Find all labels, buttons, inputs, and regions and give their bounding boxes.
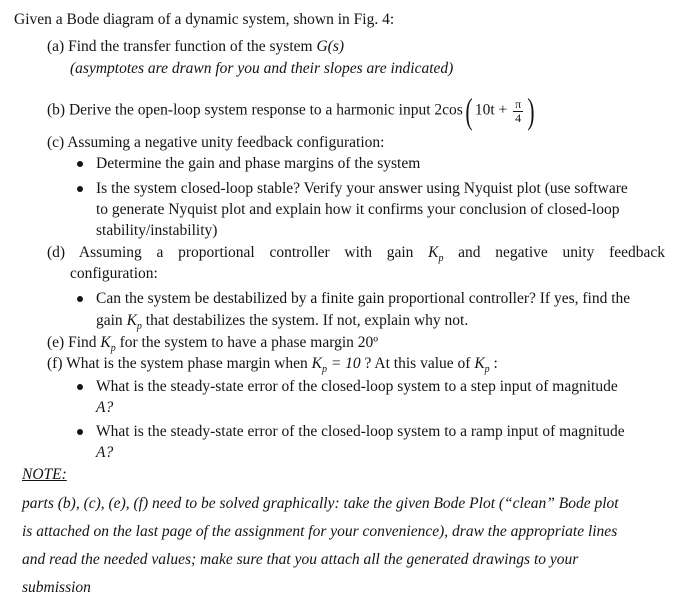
- pi-over-4: [513, 98, 523, 125]
- note-line-4: submission: [22, 579, 91, 596]
- kp-subscript: p: [484, 364, 490, 376]
- part-c-bullet-2-line-3: stability/instability): [96, 222, 218, 239]
- kp-symbol: [126, 312, 142, 333]
- note-title: NOTE:: [22, 466, 67, 483]
- part-d-pre: (d) Assuming a proportional controller with gain: [47, 244, 414, 261]
- right-paren: ): [527, 91, 535, 131]
- left-paren: (: [465, 91, 473, 131]
- kp-subscript: p: [136, 321, 142, 333]
- note-line-1: parts (b), (c), (e), (f) need to be solved graphically: take the given Bode Plot (“clean” Bode plot: [22, 495, 619, 512]
- part-d-bullet-rest: that destabilizes the system. If not, explain why not.: [145, 312, 469, 329]
- note-line-2: is attached on the last page of the assignment for your convenience), draw the appropriate lines: [22, 523, 618, 540]
- kp-subscript: p: [110, 343, 116, 355]
- part-f-bullet-1-line-2: A?: [96, 399, 114, 416]
- part-c-bullet-2-line-1: Is the system closed-loop stable? Verify your answer using Nyquist plot (use software: [96, 180, 628, 197]
- part-b: [47, 93, 537, 129]
- part-f-bullet-2-line-1: What is the steady-state error of the closed-loop system to a ramp input of magnitude: [96, 423, 625, 440]
- pi-numerator: π: [515, 96, 522, 111]
- note-line-3: and read the needed values; make sure that you attach all the generated drawings to your: [22, 551, 579, 568]
- part-e-post: for the system to have a phase margin 20º: [119, 334, 379, 351]
- kp-symbol: [311, 355, 327, 376]
- part-d-post: and negative unity feedback: [458, 244, 665, 261]
- bullet-icon: [77, 186, 83, 192]
- kp-subscript: p: [321, 364, 327, 376]
- intro-text: Given a Bode diagram of a dynamic system, shown in Fig. 4:: [14, 11, 395, 28]
- kp-letter: K: [311, 355, 322, 372]
- kp-symbol: [474, 355, 490, 376]
- four-denominator: 4: [515, 110, 522, 125]
- part-a: [47, 37, 344, 57]
- kp-symbol: [428, 244, 444, 265]
- part-c-bullet-1: Determine the gain and phase margins of the system: [96, 155, 421, 172]
- gain-word: gain: [96, 312, 123, 329]
- kp-letter: K: [100, 334, 111, 351]
- part-f-bullet-2-line-2: A?: [96, 444, 114, 461]
- harmonic-coef: 2cos: [434, 101, 463, 119]
- kp-symbol: [100, 334, 116, 355]
- bullet-icon: [77, 296, 83, 302]
- harmonic-arg: 10t +: [474, 101, 508, 119]
- kp-letter: K: [126, 312, 137, 329]
- part-b-label: (b) Derive the open-loop system response to a harmonic input: [47, 101, 431, 119]
- part-d-bullet-line-1: Can the system be destabilized by a finite gain proportional controller? If yes, find the: [96, 290, 631, 307]
- part-a-label: (a) Find the transfer function of the system: [47, 38, 317, 55]
- part-d-line-2: configuration:: [70, 265, 158, 282]
- part-f-end: :: [493, 355, 498, 372]
- part-a-note: (asymptotes are drawn for you and their slopes are indicated): [70, 60, 454, 77]
- kp-subscript: p: [438, 253, 444, 265]
- part-c-label: (c) Assuming a negative unity feedback configuration:: [47, 134, 385, 151]
- bullet-icon: [77, 161, 83, 167]
- part-e-pre: (e) Find: [47, 334, 97, 351]
- kp-value: = 10: [330, 355, 361, 372]
- kp-letter: K: [474, 355, 485, 372]
- part-f-mid: ? At this value of: [364, 355, 471, 372]
- part-f-pre: (f) What is the system phase margin when: [47, 355, 308, 372]
- bullet-icon: [77, 384, 83, 390]
- kp-letter: K: [428, 244, 439, 261]
- bullet-icon: [77, 429, 83, 435]
- part-c-bullet-2-line-2: to generate Nyquist plot and explain how it confirms your conclusion of closed-loop: [96, 201, 620, 218]
- transfer-function-symbol: G(s): [316, 38, 345, 55]
- part-f-bullet-1-line-1: What is the steady-state error of the closed-loop system to a step input of magnitude: [96, 378, 618, 395]
